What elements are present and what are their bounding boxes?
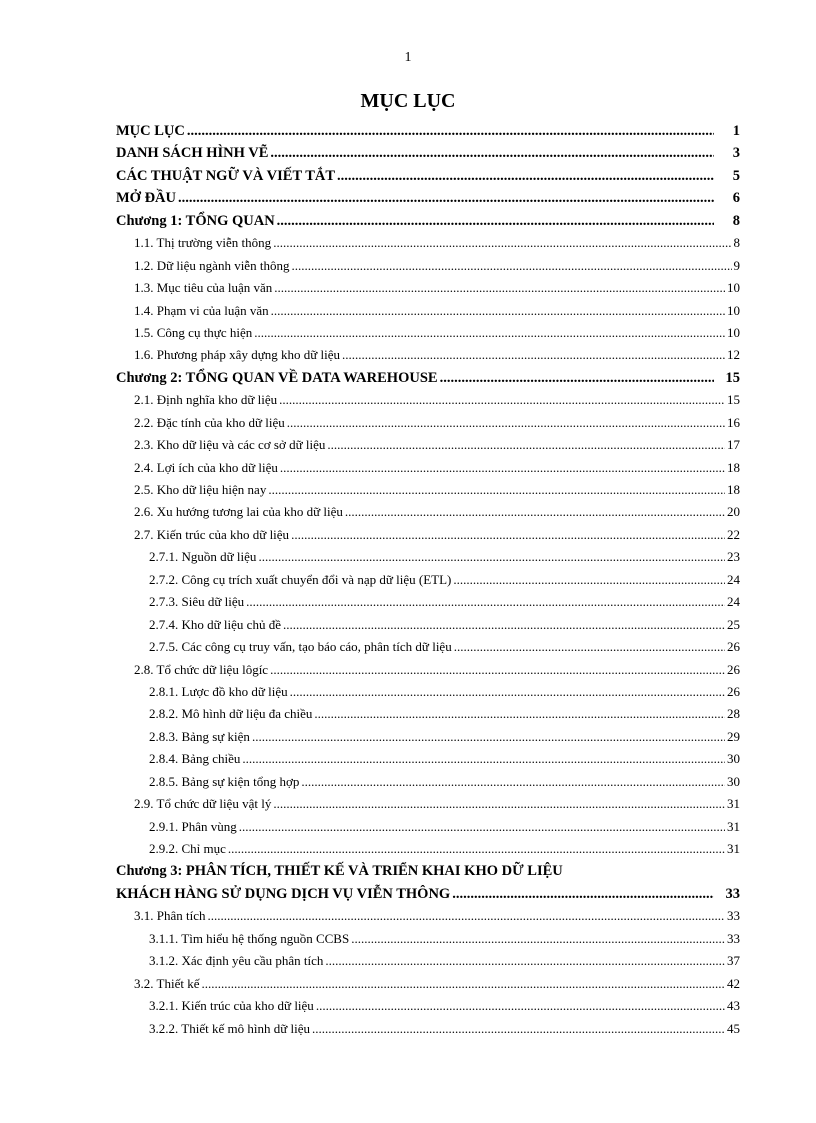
toc-entry-title: 2.8.1. Lược đồ kho dữ liệu [149,683,288,699]
toc-entry[interactable] [116,681,740,703]
toc-entry-page: 26 [727,639,740,655]
dot-leader [312,1018,725,1040]
page-number: 1 [404,50,412,65]
toc-entry[interactable] [116,816,740,838]
toc-entry[interactable] [116,905,740,927]
dot-leader [178,187,714,209]
toc-entry-title: 2.9. Tổ chức dữ liệu vật lý [134,796,272,812]
toc-entry[interactable] [116,479,740,501]
dot-leader [351,928,725,950]
toc-entry[interactable] [116,546,740,568]
dot-leader [345,501,725,523]
toc-entry-page: 33 [727,908,740,924]
toc-entry[interactable] [116,501,740,523]
dot-leader [314,703,725,725]
toc-entry[interactable] [116,165,740,187]
toc-entry[interactable] [116,300,740,322]
toc-entry-title: 1.1. Thị trường viễn thông [134,235,272,251]
toc-entry[interactable] [116,142,740,164]
dot-leader [327,434,725,456]
toc-entry-page: 24 [727,571,740,587]
toc-entry[interactable] [116,793,740,815]
toc-entry-page: 30 [727,773,740,789]
dot-leader [454,636,725,658]
dot-leader [201,973,725,995]
toc-entry-page: 10 [727,302,740,318]
toc-entry-page: 42 [727,975,740,991]
toc-entry[interactable] [116,726,740,748]
dot-leader [325,950,725,972]
toc-entry[interactable] [116,277,740,299]
toc-entry-title: 2.7.4. Kho dữ liệu chủ đề [149,616,281,632]
toc-entry-page: 23 [727,549,740,565]
toc-entry-title: Chương 3: PHÂN TÍCH, THIẾT KẾ VÀ TRIỂN KHAI KHO DỮ LIỆU [116,863,563,880]
dot-leader [270,659,725,681]
dot-leader [277,210,714,232]
dot-leader [258,546,725,568]
toc-entry[interactable] [116,524,740,546]
dot-leader [270,142,714,164]
dot-leader [290,681,725,703]
toc-entry[interactable] [116,614,740,636]
toc-entry-title: 2.8.2. Mô hình dữ liệu đa chiều [149,706,313,722]
toc-entry-title: 2.8.5. Bảng sự kiện tổng hợp [149,773,300,789]
toc-entry-title: MỤC LỤC [116,123,185,139]
dot-leader [342,344,725,366]
toc-entry-title: 2.7.2. Công cụ trích xuất chuyển đổi và nạp dữ liệu (ETL) [149,571,452,587]
toc-entry[interactable] [116,412,740,434]
toc-entry-page: 26 [727,661,740,677]
dot-leader [228,838,725,860]
toc-entry-page: 25 [727,616,740,632]
toc-entry-page: 43 [727,998,740,1014]
toc-entry-title: 3.1.1. Tìm hiểu hệ thống nguồn CCBS [149,930,350,946]
toc-entry[interactable] [116,928,740,950]
toc-entry-title: 2.9.2. Chỉ mục [149,841,226,856]
dot-leader [279,389,725,411]
toc-entry-title: 2.7.5. Các công cụ truy vấn, tạo báo cáo, phân tích dữ liệu [149,639,452,655]
toc-entry-page: 17 [727,437,740,453]
toc-entry-page: 1 [732,123,740,139]
dot-leader [440,367,714,389]
toc-entry-page: 10 [727,324,740,340]
toc-entry-title: 3.2. Thiết kế [134,975,200,991]
toc-entry-title: 2.8.4. Bảng chiều [149,751,241,767]
dot-leader [246,591,725,613]
toc-entry-title: 2.7.3. Siêu dữ liệu [149,594,245,610]
toc-entry-page: 12 [727,347,740,363]
toc-entry-title: Chương 1: TỔNG QUAN [116,212,275,229]
toc-entry-title: 2.8.3. Bảng sự kiện [149,728,250,744]
page-title: MỤC LỤC [360,90,456,112]
toc-entry[interactable] [116,703,740,725]
toc-entry-title: 2.6. Xu hướng tương lai của kho dữ liệu [134,504,343,520]
dot-leader [316,995,725,1017]
toc-entry-title: 1.4. Phạm vi của luận văn [134,302,269,318]
toc-entry-title: 2.8. Tổ chức dữ liệu lôgíc [134,661,269,677]
toc-entry-page: 37 [727,953,740,969]
toc-entry[interactable] [116,255,740,277]
dot-leader [271,300,725,322]
toc-entry-page: 8 [733,235,740,251]
dot-leader [187,120,714,142]
dot-leader [453,569,725,591]
toc-entry[interactable] [116,434,740,456]
toc-entry-page: 5 [732,167,740,184]
toc-entry-page: 33 [725,885,740,902]
dot-leader [242,748,725,770]
toc-entry[interactable] [116,636,740,658]
dot-leader [252,726,725,748]
toc-entry[interactable] [116,232,740,254]
toc-entry[interactable] [116,120,740,142]
toc-entry-page: 16 [727,414,740,430]
toc-entry[interactable] [116,322,740,344]
toc-entry[interactable] [116,569,740,591]
toc-entry-title: 3.1. Phân tích [134,908,206,924]
toc-entry-title: 1.5. Công cụ thực hiện [134,324,253,340]
toc-entry-page: 10 [727,280,740,296]
dot-leader [452,883,714,905]
toc-entry-title: 3.2.2. Thiết kế mô hình dữ liệu [149,1020,310,1036]
toc-entry[interactable] [116,771,740,793]
toc-entry-title: DANH SÁCH HÌNH VẼ [116,145,269,162]
dot-leader [268,479,725,501]
toc-entry-title: 2.9.1. Phân vùng [149,818,237,834]
toc-entry[interactable] [116,389,740,411]
toc-entry-page: 15 [725,369,740,386]
toc-entry-page: 6 [732,190,740,207]
toc-entry-page: 31 [727,796,740,812]
toc-entry[interactable] [116,973,740,995]
toc-entry[interactable] [116,995,740,1017]
toc-entry-page: 15 [727,392,740,408]
toc-entry-title: 1.3. Mục tiêu của luận văn [134,280,273,296]
toc-entry-page: 45 [727,1020,740,1036]
toc-entry[interactable] [116,838,740,860]
toc-entry[interactable] [116,344,740,366]
toc-entry-page: 26 [727,683,740,699]
toc-entry-page: 3 [732,145,740,162]
dot-leader [208,905,726,927]
table-of-contents [116,120,740,1040]
toc-entry[interactable] [116,210,740,232]
dot-leader [280,457,725,479]
toc-entry-title: 2.3. Kho dữ liệu và các cơ sở dữ liệu [134,437,326,453]
toc-entry-page: 22 [727,526,740,542]
dot-leader [283,614,725,636]
toc-entry[interactable] [116,748,740,770]
toc-entry-title: MỞ ĐẦU [116,190,177,207]
toc-entry[interactable] [116,950,740,972]
toc-entry-title: 2.7.1. Nguồn dữ liệu [149,549,257,565]
toc-entry-title: Chương 2: TỔNG QUAN VỀ DATA WAREHOUSE [116,369,438,386]
toc-entry[interactable] [116,659,740,681]
toc-entry-title: 1.6. Phương pháp xây dựng kho dữ liệu [134,347,341,363]
toc-entry[interactable] [116,187,740,209]
dot-leader [273,232,731,254]
toc-entry-title: 3.2.1. Kiến trúc của kho dữ liệu [149,998,314,1014]
toc-entry-title: 2.5. Kho dữ liệu hiện nay [134,482,267,497]
dot-leader [239,816,725,838]
toc-entry-title: 2.7. Kiến trúc của kho dữ liệu [134,526,290,542]
dot-leader [337,165,714,187]
dot-leader [291,255,731,277]
dot-leader [254,322,725,344]
toc-entry-title: 2.2. Đặc tính của kho dữ liệu [134,414,285,430]
toc-entry-title-continued: KHÁCH HÀNG SỬ DỤNG DỊCH VỤ VIỄN THÔNG [116,885,451,902]
toc-entry[interactable] [116,860,740,905]
toc-entry-title: 2.1. Định nghĩa kho dữ liệu [134,392,278,408]
toc-entry[interactable] [116,367,740,389]
toc-entry-page: 18 [727,482,740,497]
dot-leader [301,771,725,793]
toc-entry-title: 1.2. Dữ liệu ngành viễn thông [134,257,290,273]
toc-entry-page: 8 [732,212,740,229]
toc-entry-title: CÁC THUẬT NGỮ VÀ VIẾT TẮT [116,167,336,184]
dot-leader [291,524,725,546]
toc-entry[interactable] [116,457,740,479]
toc-entry-page: 31 [727,841,740,856]
toc-entry-page: 33 [727,930,740,946]
toc-entry-page: 18 [727,459,740,475]
dot-leader [287,412,725,434]
dot-leader [273,793,725,815]
toc-entry-page: 9 [733,257,740,273]
toc-entry-page: 30 [727,751,740,767]
toc-entry-page: 28 [727,706,740,722]
toc-entry-page: 29 [727,728,740,744]
toc-entry-page: 24 [727,594,740,610]
toc-entry[interactable] [116,1018,740,1040]
toc-entry-title: 2.4. Lợi ích của kho dữ liệu [134,459,278,475]
toc-entry-page: 20 [727,504,740,520]
toc-entry-title: 3.1.2. Xác định yêu cầu phân tích [149,953,324,969]
toc-entry-page: 31 [727,818,740,834]
dot-leader [274,277,725,299]
toc-entry[interactable] [116,591,740,613]
